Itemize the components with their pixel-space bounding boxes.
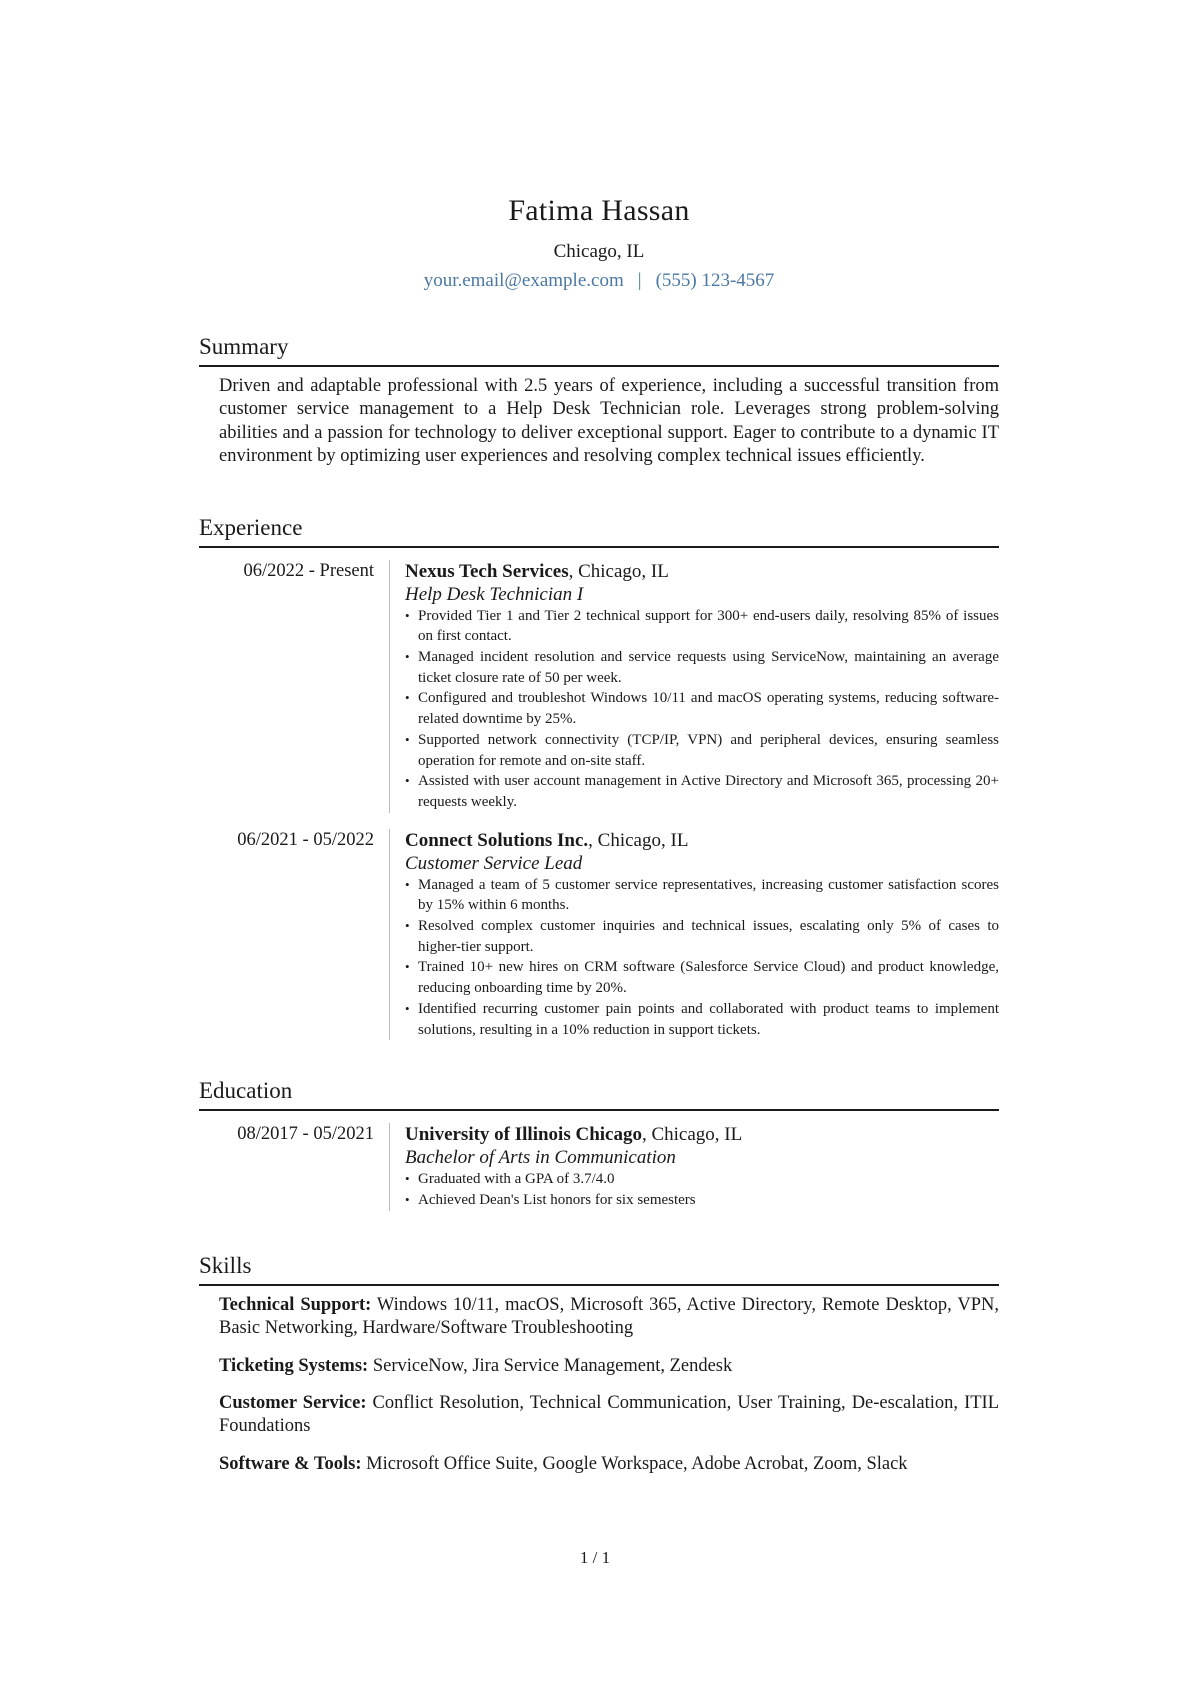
entry-body [390, 560, 999, 813]
bullet-item: • Configured and troubleshot Windows 10/11 and macOS operating systems, reducing software-related downtime by 25%. [405, 688, 999, 729]
bullet-item: • Assisted with user account management in Active Directory and Microsoft 365, processing 20+ requests weekly. [405, 771, 999, 812]
entry-bullets [405, 1169, 999, 1210]
entry-date: 06/2021 - 05/2022 [199, 829, 390, 1041]
experience-entries [199, 560, 999, 1041]
entry-org-line [405, 829, 999, 852]
section-title-summary: Summary [199, 330, 999, 367]
skill-values: Windows 10/11, macOS, Microsoft 365, Active Directory, Remote Desktop, VPN, Basic Networking, Hardware/Software Troubleshooting [219, 1294, 1000, 1339]
bullet-item: • Resolved complex customer inquiries and technical issues, escalating only 5% of cases to higher-tier support. [405, 916, 999, 957]
entry-org-name: Nexus Tech Services [405, 560, 569, 582]
skill-row [219, 1294, 999, 1341]
entry-org-line [405, 1123, 999, 1146]
entry-org-location: , Chicago, IL [641, 1124, 743, 1146]
entry-org-location: , Chicago, IL [588, 829, 689, 851]
contact-line [199, 268, 999, 294]
candidate-location: Chicago, IL [553, 241, 645, 262]
entry-bullets [405, 875, 999, 1041]
entry-body [390, 829, 999, 1041]
entry-body [390, 1123, 999, 1210]
entry-date: 08/2017 - 05/2021 [199, 1123, 390, 1210]
summary-body [199, 367, 999, 469]
entry-role: Bachelor of Arts in Communication [405, 1147, 676, 1169]
summary-section [199, 330, 999, 469]
contact-separator: | [637, 270, 642, 291]
bullet-item: • Managed incident resolution and service requests using ServiceNow, maintaining an average ticket closure rate of 50 per week. [405, 647, 999, 688]
skills-body [199, 1286, 999, 1476]
education-entry [199, 1123, 999, 1210]
skill-category: Software & Tools: [219, 1453, 362, 1474]
skill-category: Ticketing Systems: [219, 1355, 369, 1376]
education-section [199, 1074, 999, 1210]
experience-entry [199, 829, 999, 1041]
entry-bullets [405, 606, 999, 813]
skill-row [219, 1453, 999, 1476]
skills-section [199, 1249, 999, 1476]
skill-row [219, 1392, 999, 1439]
education-entries [199, 1123, 999, 1210]
resume-page [199, 185, 999, 1490]
bullet-item: • Graduated with a GPA of 3.7/4.0 [405, 1169, 999, 1190]
experience-entry [199, 560, 999, 813]
entry-org-name: University of Illinois Chicago [405, 1124, 642, 1146]
skill-category: Technical Support: [219, 1294, 372, 1315]
entry-org-line [405, 560, 999, 583]
skill-values: ServiceNow, Jira Service Management, Zendesk [368, 1355, 733, 1376]
bullet-item: • Managed a team of 5 customer service representatives, increasing customer satisfaction scores by 15% within 6 months. [405, 875, 999, 916]
skill-values: Microsoft Office Suite, Google Workspace, Adobe Acrobat, Zoom, Slack [361, 1453, 908, 1474]
phone-link[interactable]: (555) 123-4567 [655, 270, 775, 291]
bullet-item: • Achieved Dean's List honors for six semesters [405, 1190, 999, 1211]
section-title-experience: Experience [199, 511, 999, 548]
skill-row [219, 1355, 999, 1378]
bullet-item: • Provided Tier 1 and Tier 2 technical support for 300+ end-users daily, resolving 85% of issues on first contact. [405, 606, 999, 647]
skill-values: Conflict Resolution, Technical Communication, User Training, De-escalation, ITIL Foundations [219, 1392, 999, 1437]
entry-role: Customer Service Lead [405, 852, 583, 874]
entry-org-name: Connect Solutions Inc. [405, 829, 589, 851]
skill-category: Customer Service: [219, 1392, 367, 1413]
entry-date: 06/2022 - Present [199, 560, 390, 813]
resume-header [199, 185, 999, 294]
email-link[interactable]: your.email@example.com [423, 270, 624, 291]
summary-text: Driven and adaptable professional with 2.5 years of experience, including a successful transition from customer service management to a Help Desk Technician role. Leverages strong problem-solving abilities and a passion for technology to deliver exceptional support. Eager to contribute to a dynamic IT environment by optimizing user experiences and resolving complex technical issues efficiently. [219, 376, 999, 467]
experience-section [199, 511, 999, 1041]
page-indicator: 1 / 1 [579, 1548, 611, 1567]
candidate-name: Fatima Hassan [508, 194, 690, 227]
section-title-skills: Skills [199, 1249, 999, 1286]
bullet-item: • Identified recurring customer pain points and collaborated with product teams to implement solutions, resulting in a 10% reduction in support tickets. [405, 999, 999, 1040]
bullet-item: • Trained 10+ new hires on CRM software (Salesforce Service Cloud) and product knowledge, reducing onboarding time by 20%. [405, 957, 999, 998]
entry-org-location: , Chicago, IL [568, 560, 669, 582]
section-title-education: Education [199, 1074, 999, 1111]
bullet-item: • Supported network connectivity (TCP/IP, VPN) and peripheral devices, ensuring seamless operation for remote and on-site staff. [405, 730, 999, 771]
entry-role: Help Desk Technician I [405, 583, 584, 605]
